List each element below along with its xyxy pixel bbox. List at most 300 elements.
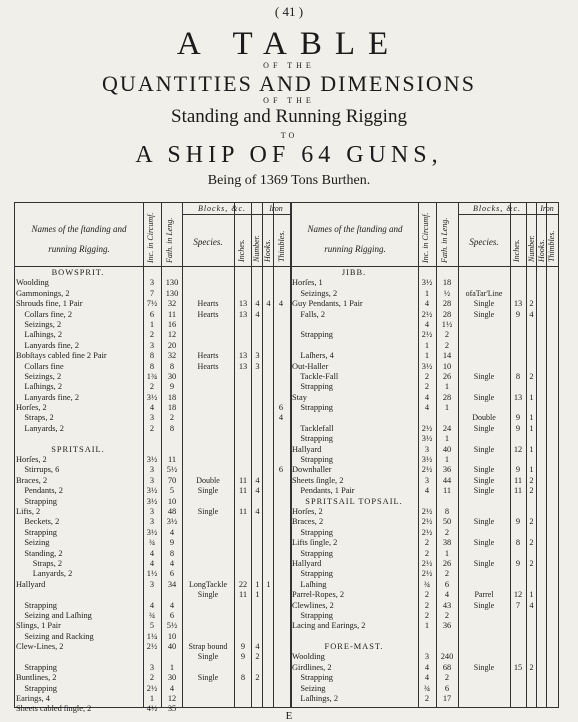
row-fathoms: 2 — [444, 569, 450, 579]
row-name: Straps, 2 — [16, 558, 63, 568]
row-block-number: 2 — [255, 652, 260, 662]
row-fathoms: 28 — [442, 309, 452, 319]
section-heading — [292, 642, 558, 652]
table-row — [16, 393, 290, 403]
row-fathoms: 11 — [167, 309, 177, 319]
row-block-inches: 9 — [240, 652, 246, 662]
row-block-number: 2 — [529, 299, 534, 309]
right-header-circ: Inc. in Circumf. — [421, 212, 430, 263]
row-fathoms: 26 — [442, 371, 452, 381]
row-fathoms: 12 — [167, 694, 177, 704]
row-fathoms: 4 — [169, 600, 175, 610]
row-fathoms: 10 — [167, 631, 177, 641]
table-row — [16, 299, 290, 309]
row-fathoms: 6 — [444, 683, 450, 693]
row-block-species: Double — [472, 413, 496, 423]
table-row — [292, 538, 558, 548]
row-fathoms: 48 — [167, 506, 177, 516]
section-title: JIBB. — [341, 268, 367, 277]
right-header-names — [294, 223, 416, 255]
left-header-names — [18, 223, 140, 255]
row-name: Seizings, 2 — [16, 319, 62, 329]
row-circumference: 2 — [424, 610, 430, 620]
row-name: Shrouds fine, 1 Pair — [16, 299, 83, 309]
row-fathoms: 24 — [442, 423, 452, 433]
row-circumference: 3 — [149, 465, 155, 475]
row-block-species: Double — [196, 475, 220, 485]
row-circumference: ¾ — [148, 538, 156, 548]
table-row — [16, 569, 290, 579]
row-fathoms: 6 — [169, 610, 175, 620]
row-fathoms: 4 — [169, 683, 175, 693]
row-block-inches: 8 — [240, 673, 246, 683]
row-name: Stay — [292, 392, 307, 402]
table-row — [292, 486, 558, 496]
row-fathoms: ½ — [443, 288, 451, 298]
left-header-blocks: Blocks, &c. — [197, 204, 247, 213]
left-header-fath: Fath. in Leng. — [165, 217, 174, 263]
row-circumference: 3 — [149, 475, 155, 485]
row-name: Gammonings, 2 — [16, 288, 70, 298]
row-fathoms: 3½ — [166, 517, 178, 527]
table-row — [292, 684, 558, 694]
table-row — [292, 621, 558, 631]
right-header-fath: Fath. in Leng. — [440, 217, 449, 263]
row-circumference: 4½ — [146, 704, 158, 714]
table-row — [16, 621, 290, 631]
row-fathoms: 2 — [444, 673, 450, 683]
table-row — [16, 362, 290, 372]
row-circumference: 2½ — [421, 517, 433, 527]
row-fathoms: 70 — [167, 475, 177, 485]
row-circumference: 2½ — [421, 465, 433, 475]
row-block-number: 1 — [529, 590, 534, 600]
row-fathoms: 28 — [442, 299, 452, 309]
row-name: Strapping — [16, 496, 57, 506]
row-block-inches: 13 — [513, 299, 523, 309]
table-row — [16, 403, 290, 413]
row-iron-thimbles: 6 — [278, 465, 284, 475]
row-name: Tacklefall — [292, 423, 334, 433]
row-name: Guy Pendants, 1 Pair — [292, 299, 363, 309]
table-row — [292, 663, 558, 673]
row-circumference: 3½ — [421, 434, 433, 444]
row-circumference: 3 — [149, 278, 155, 288]
row-block-inches: 9 — [515, 558, 521, 568]
right-header-iron: Iron — [540, 204, 554, 213]
row-block-inches: 15 — [513, 662, 523, 672]
row-fathoms: 10 — [442, 361, 452, 371]
row-name: Seizings, 2 — [16, 371, 62, 381]
row-name: Straps, 2 — [16, 413, 54, 423]
row-block-number: 4 — [529, 309, 534, 319]
row-circumference: 8 — [149, 361, 155, 371]
table-row — [16, 476, 290, 486]
title-line-1: A TABLE — [176, 26, 402, 62]
table-row — [292, 382, 558, 392]
row-name: Parrel-Ropes, 2 — [292, 590, 345, 600]
row-iron-thimbles: 4 — [278, 413, 284, 423]
row-circumference: 4 — [149, 600, 155, 610]
table-row — [16, 455, 290, 465]
section-title: SPRITSAIL TOPSAIL. — [305, 496, 403, 506]
row-circumference: 4 — [424, 673, 430, 683]
row-block-species: Single — [473, 423, 495, 433]
row-circumference: 4 — [424, 403, 430, 413]
names-header-line-2: running Rigging. — [324, 244, 386, 254]
row-name: Standing, 2 — [16, 548, 63, 558]
row-block-number: 1 — [529, 465, 534, 475]
table-row — [16, 632, 290, 642]
row-fathoms: 38 — [442, 538, 452, 548]
row-fathoms: 9 — [169, 382, 175, 392]
row-fathoms: 1 — [444, 455, 450, 465]
title-line-5: Standing and Running Rigging — [171, 106, 407, 127]
row-name: Lacing and Earings, 2 — [292, 621, 366, 631]
row-circumference: 1 — [424, 288, 430, 298]
row-name: Laſhers, 4 — [292, 351, 334, 361]
table-row — [292, 434, 558, 444]
section-title: SPRITSAIL. — [51, 444, 105, 454]
table-row — [16, 278, 290, 288]
row-circumference: 2½ — [421, 330, 433, 340]
row-block-species: Single — [473, 517, 495, 527]
row-block-inches: 12 — [513, 590, 523, 600]
row-circumference: 2 — [424, 371, 430, 381]
table-row — [292, 424, 558, 434]
signature-mark: E — [285, 710, 293, 722]
row-name: Strapping — [16, 527, 57, 537]
row-name: Laſhings, 2 — [292, 694, 339, 704]
row-fathoms: 43 — [442, 600, 452, 610]
left-header-number: Number. — [252, 235, 261, 262]
row-block-inches: 13 — [238, 361, 248, 371]
row-fathoms: 17 — [442, 694, 452, 704]
row-name: Horſes, 2 — [16, 403, 47, 413]
row-fathoms: 32 — [167, 299, 177, 309]
right-header-hooks: Hooks. — [537, 239, 546, 262]
row-name: Lanyards, 2 — [16, 569, 73, 579]
row-circumference: 4 — [424, 319, 430, 329]
right-header-inches: Inches. — [512, 239, 521, 262]
row-circumference: 3 — [149, 579, 155, 589]
row-name: Laſhings, 2 — [16, 330, 63, 340]
row-fathoms: 30 — [167, 371, 177, 381]
row-name: Strapping — [292, 382, 333, 392]
row-circumference: 2½ — [421, 558, 433, 568]
row-circumference: 2 — [149, 423, 155, 433]
row-name: Seizing — [292, 683, 326, 693]
row-circumference: 2 — [149, 673, 155, 683]
row-name: Strapping — [292, 455, 333, 465]
row-name: Falls, 2 — [292, 309, 326, 319]
row-block-species: Single — [197, 506, 219, 516]
table-row — [292, 393, 558, 403]
row-fathoms: 1 — [444, 403, 450, 413]
table-row — [292, 465, 558, 475]
row-fathoms: 4 — [444, 590, 450, 600]
table-row — [292, 590, 558, 600]
row-circumference: 2 — [149, 382, 155, 392]
row-block-number: 1 — [255, 590, 260, 600]
row-fathoms: 6 — [169, 569, 175, 579]
row-circumference: 3 — [424, 444, 430, 454]
row-fathoms: 1 — [169, 662, 175, 672]
table-row — [16, 517, 290, 527]
row-name: Woolding — [292, 652, 325, 662]
row-circumference: 2 — [424, 538, 430, 548]
row-block-species: Single — [197, 590, 219, 600]
row-circumference: 2 — [424, 382, 430, 392]
row-block-inches: 9 — [515, 465, 521, 475]
row-block-species: Single — [473, 600, 495, 610]
row-block-species: Single — [197, 673, 219, 683]
row-circumference: 2 — [424, 548, 430, 558]
row-block-inches: 9 — [515, 309, 521, 319]
title-line-4: OF THE — [263, 96, 315, 105]
row-fathoms: 20 — [167, 340, 177, 350]
row-name: Clewlines, 2 — [292, 600, 334, 610]
row-fathoms: 16 — [167, 319, 177, 329]
row-circumference: 3½ — [146, 455, 158, 465]
row-fathoms: 40 — [167, 642, 177, 652]
row-name: Strapping — [292, 527, 333, 537]
row-circumference: 3 — [149, 413, 155, 423]
row-circumference: ¾ — [148, 610, 156, 620]
row-block-number: 1 — [529, 444, 534, 454]
row-block-number: 4 — [255, 486, 260, 496]
row-name: Pendants, 1 Pair — [292, 486, 355, 496]
row-name: Laſhings, 2 — [16, 382, 63, 392]
row-block-number: 1 — [255, 579, 260, 589]
row-circumference: ¾ — [423, 683, 431, 693]
row-iron-hooks: 4 — [266, 299, 271, 309]
row-name: Pendants, 2 — [16, 486, 63, 496]
row-circumference: 2½ — [421, 309, 433, 319]
row-fathoms: 50 — [442, 517, 452, 527]
table-row — [16, 382, 290, 392]
names-header-line-1: Names of the ſtanding and — [307, 224, 403, 234]
row-fathoms: 18 — [167, 403, 177, 413]
row-circumference: 1 — [424, 351, 430, 361]
right-header-blocks: Blocks, &c. — [472, 204, 522, 213]
row-block-number: 2 — [529, 662, 534, 672]
row-block-inches: 11 — [238, 475, 248, 485]
row-block-number: 4 — [255, 309, 260, 319]
row-block-species: Hearts — [197, 299, 219, 309]
right-table-body — [292, 268, 558, 704]
row-block-species: Hearts — [197, 309, 219, 319]
row-fathoms: 18 — [442, 278, 452, 288]
row-circumference: 1½ — [146, 569, 158, 579]
table-row — [16, 413, 290, 423]
row-iron-thimbles: 4 — [278, 299, 284, 309]
row-fathoms: 40 — [442, 444, 452, 454]
row-name: Strapping — [16, 683, 57, 693]
row-block-species: Single — [473, 392, 495, 402]
right-header-thimbles: Thimbles. — [547, 230, 556, 262]
row-circumference: 3½ — [146, 486, 158, 496]
row-circumference: 3 — [424, 652, 430, 662]
row-name: Hallyard — [292, 558, 322, 568]
row-circumference: 4 — [424, 662, 430, 672]
table-row — [292, 299, 558, 309]
table-row — [16, 351, 290, 361]
table-row — [16, 684, 290, 694]
table-row — [16, 642, 290, 652]
row-block-inches: 7 — [515, 600, 521, 610]
row-circumference: 2 — [149, 330, 155, 340]
row-name: Lanyards fine, 2 — [16, 340, 80, 350]
row-name: Braces, 2 — [292, 517, 324, 527]
row-circumference: 4 — [149, 403, 155, 413]
row-circumference: 2 — [424, 694, 430, 704]
left-header-thimbles: Thimbles. — [277, 230, 286, 262]
table-row — [292, 413, 558, 423]
row-name: Beckets, 2 — [16, 517, 60, 527]
row-name: Woolding — [16, 278, 49, 288]
row-fathoms: 240 — [440, 652, 454, 662]
row-fathoms: 14 — [442, 351, 452, 361]
table-row — [292, 528, 558, 538]
header-bottom-border — [14, 266, 559, 267]
table-row — [16, 611, 290, 621]
row-fathoms: 130 — [165, 288, 179, 298]
row-circumference: 3 — [149, 517, 155, 527]
table-row — [292, 611, 558, 621]
row-name: Horſes, 2 — [16, 455, 47, 465]
table-row — [16, 310, 290, 320]
row-fathoms: 1 — [444, 382, 450, 392]
right-header-species: Species. — [469, 237, 499, 247]
table-row — [292, 455, 558, 465]
row-block-inches: 9 — [515, 413, 521, 423]
row-block-number: 2 — [529, 538, 534, 548]
row-block-inches: 8 — [515, 538, 521, 548]
row-circumference: 4 — [424, 486, 430, 496]
row-fathoms: 6 — [444, 579, 450, 589]
row-fathoms: 8 — [169, 548, 175, 558]
table-row — [292, 310, 558, 320]
row-name: Collars fine, 2 — [16, 309, 73, 319]
table-row — [16, 559, 290, 569]
row-name: Seizing — [16, 538, 50, 548]
row-name: Sheets ſingle, 2 — [292, 475, 344, 485]
row-circumference: 1 — [424, 340, 430, 350]
section-heading — [16, 434, 290, 444]
row-circumference: 1 — [149, 694, 155, 704]
table-row — [292, 549, 558, 559]
right-header-number: Number. — [527, 235, 536, 262]
row-block-species: Single — [473, 538, 495, 548]
table-row — [16, 465, 290, 475]
row-block-species: Single — [473, 465, 495, 475]
table-row — [16, 341, 290, 351]
table-row — [16, 663, 290, 673]
row-fathoms: 1 — [444, 548, 450, 558]
row-block-species: Single — [473, 662, 495, 672]
row-block-inches: 11 — [513, 475, 523, 485]
row-circumference: 8 — [149, 351, 155, 361]
row-block-inches: 9 — [515, 423, 521, 433]
row-name: Buntlines, 2 — [16, 673, 57, 683]
row-circumference: 2 — [424, 590, 430, 600]
row-name: Strapping — [292, 610, 333, 620]
row-name: Clew-Lines, 2 — [16, 642, 64, 652]
table-row — [16, 538, 290, 548]
row-name: Sheets cabled ſingle, 2 — [16, 704, 92, 714]
row-block-species: Single — [197, 486, 219, 496]
row-circumference: 5 — [149, 621, 155, 631]
row-block-inches: 13 — [238, 309, 248, 319]
row-circumference: 2½ — [421, 527, 433, 537]
row-fathoms: 30 — [167, 673, 177, 683]
row-block-species: Single — [473, 309, 495, 319]
row-name: Lanyards fine, 2 — [16, 392, 80, 402]
row-fathoms: 2 — [444, 340, 450, 350]
row-name: Out-Haller — [292, 361, 329, 371]
row-circumference: 3½ — [421, 455, 433, 465]
row-circumference: 3½ — [146, 496, 158, 506]
row-fathoms: 35 — [167, 704, 177, 714]
row-fathoms: 8 — [169, 423, 175, 433]
row-block-species: Single — [473, 371, 495, 381]
row-name: Lanyards, 2 — [16, 423, 64, 433]
row-fathoms: 8 — [444, 506, 450, 516]
row-name: Laſhing — [292, 579, 327, 589]
row-name: Horſes, 2 — [292, 506, 323, 516]
row-block-number: 4 — [255, 475, 260, 485]
row-name: Seizing and Racking — [16, 631, 94, 641]
row-block-number: 4 — [529, 600, 534, 610]
title-line-6: TO — [280, 131, 298, 140]
table-row — [16, 601, 290, 611]
page-number: ( 41 ) — [274, 4, 304, 19]
table-row — [16, 486, 290, 496]
table-row — [292, 320, 558, 330]
row-circumference: 3 — [149, 340, 155, 350]
row-circumference: 7½ — [146, 299, 158, 309]
table-row — [16, 424, 290, 434]
row-fathoms: 11 — [167, 455, 177, 465]
table-right-border — [558, 202, 559, 707]
table-row — [292, 652, 558, 662]
title-line-3: QUANTITIES AND DIMENSIONS — [102, 71, 476, 96]
table-row — [16, 694, 290, 704]
row-fathoms: 130 — [165, 278, 179, 288]
row-circumference: 2½ — [421, 506, 433, 516]
row-block-number: 2 — [529, 475, 534, 485]
row-block-inches: 11 — [238, 506, 248, 516]
table-row — [16, 580, 290, 590]
row-fathoms: 44 — [442, 475, 452, 485]
row-fathoms: 5½ — [166, 465, 178, 475]
table-row — [16, 372, 290, 382]
section-heading — [292, 497, 558, 507]
row-fathoms: 34 — [167, 579, 177, 589]
row-fathoms: 1 — [444, 434, 450, 444]
table-row — [16, 330, 290, 340]
section-heading — [16, 445, 290, 455]
row-block-number: 2 — [529, 517, 534, 527]
left-header-species: Species. — [193, 237, 223, 247]
row-circumference: 2½ — [421, 569, 433, 579]
left-header-circ: Inc. in Circumf. — [146, 212, 155, 263]
row-circumference: 1 — [424, 621, 430, 631]
row-circumference: 4 — [149, 548, 155, 558]
row-fathoms: 2 — [444, 610, 450, 620]
row-block-species: Single — [473, 475, 495, 485]
